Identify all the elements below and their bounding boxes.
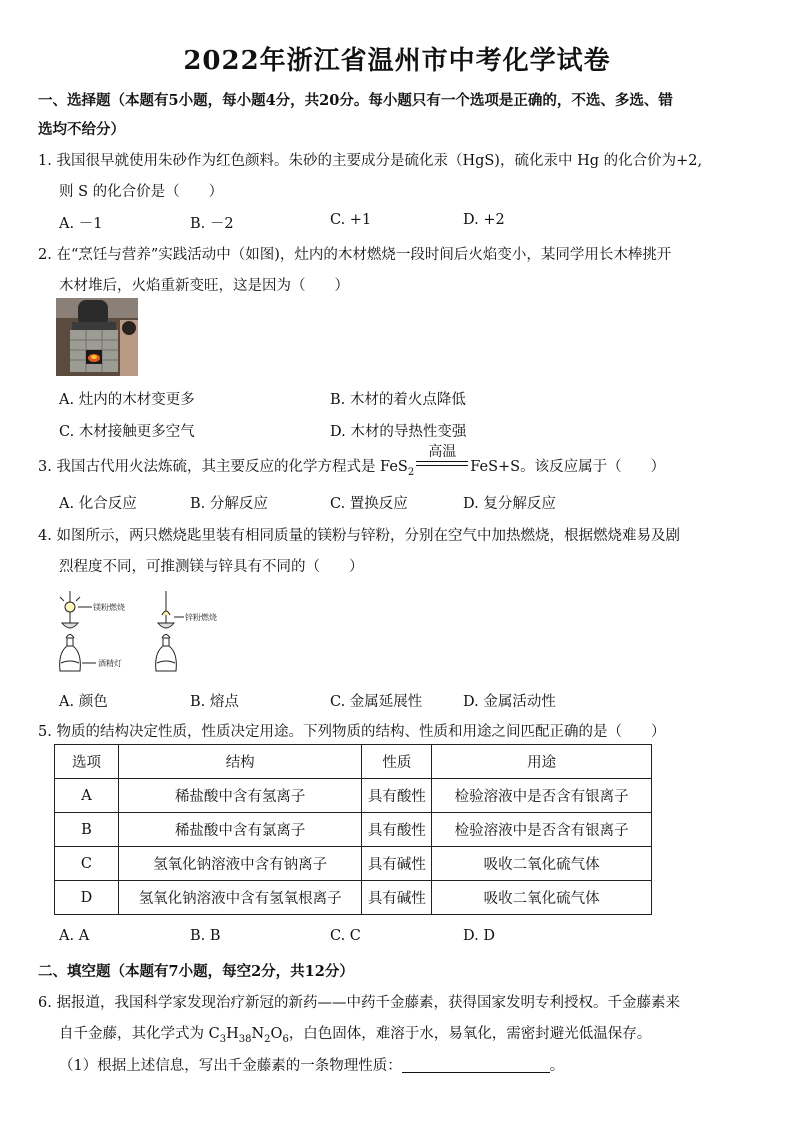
section1-heading-line2: 选均不给分） xyxy=(38,121,125,138)
q5-table xyxy=(54,744,652,915)
cell-use: 吸收二氧化硫气体 xyxy=(432,881,652,915)
section1-heading-line1: 一、选择题（本题有5小题，每小题4分，共20分。每小题只有一个选项是正确的，不选、多选、错 xyxy=(38,92,673,109)
q3-suffix: FeS+S。该反应属于（ ） xyxy=(470,459,666,475)
cell-structure: 氢氧化钠溶液中含有氢氧根离子 xyxy=(118,881,362,915)
q6-line2-suffix: ，白色固体，难溶于水，易氧化，需密封避光低温保存。 xyxy=(288,1026,652,1042)
stove-photo xyxy=(56,298,138,376)
q1-line2: 则 S 的化合价是（ ） xyxy=(59,184,224,200)
q3-option-b[interactable]: B. 分解反应 xyxy=(190,496,268,512)
page-title: 2022年浙江省温州市中考化学试卷 xyxy=(183,46,611,76)
q2-line1: 2. 在“烹饪与营养”实践活动中（如图)，灶内的木材燃烧一段时间后火焰变小，某同学用长木棒挑开 xyxy=(38,247,672,263)
table-header-row xyxy=(55,745,652,779)
label-zn-burning: 锌粉燃烧 xyxy=(185,613,217,622)
cell-use: 检验溶液中是否含有银离子 xyxy=(432,779,652,813)
q6-line2-prefix: 自千金藤，其化学式为 xyxy=(59,1026,209,1042)
q5-line1: 5. 物质的结构决定性质，性质决定用途。下列物质的结构、性质和用途之间匹配正确的是（ ） xyxy=(38,724,666,740)
q3-subscript: 2 xyxy=(407,466,415,478)
cell-option: D xyxy=(55,881,119,915)
q2-line2: 木材堆后，火焰重新变旺，这是因为（ ） xyxy=(59,278,349,294)
q1-line1: 1. 我国很早就使用朱砂作为红色颜料。朱砂的主要成分是硫化汞（HgS)，硫化汞中 Hg 的化合价为+2, xyxy=(38,153,703,169)
cell-use: 吸收二氧化硫气体 xyxy=(432,847,652,881)
cell-structure: 稀盐酸中含有氯离子 xyxy=(118,813,362,847)
answer-blank[interactable] xyxy=(402,1058,550,1073)
q4-option-b[interactable]: B. 熔点 xyxy=(190,694,239,710)
q6-line2 xyxy=(59,1022,651,1045)
q4-option-c[interactable]: C. 金属延展性 xyxy=(330,694,423,710)
reaction-arrow xyxy=(416,444,468,471)
label-mg-burning: 镁粉燃烧 xyxy=(93,603,125,612)
q4-line2: 烈程度不同，可推测镁与锌具有不同的（ ） xyxy=(59,559,364,575)
q4-option-d[interactable]: D. 金属活动性 xyxy=(463,694,556,710)
header-use: 用途 xyxy=(432,745,652,779)
q1-option-d[interactable]: D. +2 xyxy=(463,212,505,228)
combustion-figure xyxy=(56,583,236,683)
cell-structure: 稀盐酸中含有氢离子 xyxy=(118,779,362,813)
section2-heading: 二、填空题（本题有7小题，每空2分，共12分） xyxy=(38,963,354,980)
q6-sub1 xyxy=(59,1054,564,1075)
q5-option-a[interactable]: A. A xyxy=(59,928,90,944)
table-row xyxy=(55,779,652,813)
q5-option-d[interactable]: D. D xyxy=(463,928,495,944)
cell-structure: 氢氧化钠溶液中含有钠离子 xyxy=(118,847,362,881)
reaction-condition: 高温 xyxy=(428,444,457,460)
q6-line1: 6. 据报道，我国科学家发现治疗新冠的新药——中药千金藤素，获得国家发明专利授权。千金藤素来 xyxy=(38,995,680,1011)
q3-prefix: 3. 我国古代用火法炼硫，其主要反应的化学方程式是 FeS xyxy=(38,459,408,475)
q3-option-c[interactable]: C. 置换反应 xyxy=(330,496,408,512)
q3-option-a[interactable]: A. 化合反应 xyxy=(59,496,137,512)
cell-property: 具有酸性 xyxy=(362,779,432,813)
table-row xyxy=(55,881,652,915)
q1-option-a[interactable]: A. －1 xyxy=(59,216,103,232)
q5-option-b[interactable]: B. B xyxy=(190,928,221,944)
q2-option-a[interactable]: A. 灶内的木材变更多 xyxy=(59,392,195,408)
cell-option: C xyxy=(55,847,119,881)
q2-option-c[interactable]: C. 木材接触更多空气 xyxy=(59,424,195,440)
q1-option-b[interactable]: B. －2 xyxy=(190,216,234,232)
header-structure: 结构 xyxy=(118,745,362,779)
cell-use: 检验溶液中是否含有银离子 xyxy=(432,813,652,847)
cell-option: A xyxy=(55,779,119,813)
cell-option: B xyxy=(55,813,119,847)
cell-property: 具有碱性 xyxy=(362,881,432,915)
q1-option-c[interactable]: C. +1 xyxy=(330,212,372,228)
q2-option-b[interactable]: B. 木材的着火点降低 xyxy=(330,392,466,408)
table-row xyxy=(55,813,652,847)
cell-property: 具有酸性 xyxy=(362,813,432,847)
q4-option-a[interactable]: A. 颜色 xyxy=(59,694,108,710)
cell-property: 具有碱性 xyxy=(362,847,432,881)
q4-line1: 4. 如图所示，两只燃烧匙里装有相同质量的镁粉与锌粉，分别在空气中加热燃烧，根据燃烧难易及剧 xyxy=(38,528,680,544)
q6-formula: $C_3H_{38}N_2O_6$ xyxy=(208,1026,289,1045)
q2-option-d[interactable]: D. 木材的导热性变强 xyxy=(330,424,467,440)
q3-line1 xyxy=(38,444,666,478)
q6-sub1-suffix: 。 xyxy=(549,1058,565,1074)
q6-sub1-prefix: （1）根据上述信息，写出千金藤素的一条物理性质： xyxy=(59,1058,402,1074)
q5-option-c[interactable]: C. C xyxy=(330,928,361,944)
q3-option-d[interactable]: D. 复分解反应 xyxy=(463,496,556,512)
table-row xyxy=(55,847,652,881)
header-property: 性质 xyxy=(362,745,432,779)
label-alcohol-lamp: 酒精灯 xyxy=(98,659,122,668)
header-option: 选项 xyxy=(55,745,119,779)
